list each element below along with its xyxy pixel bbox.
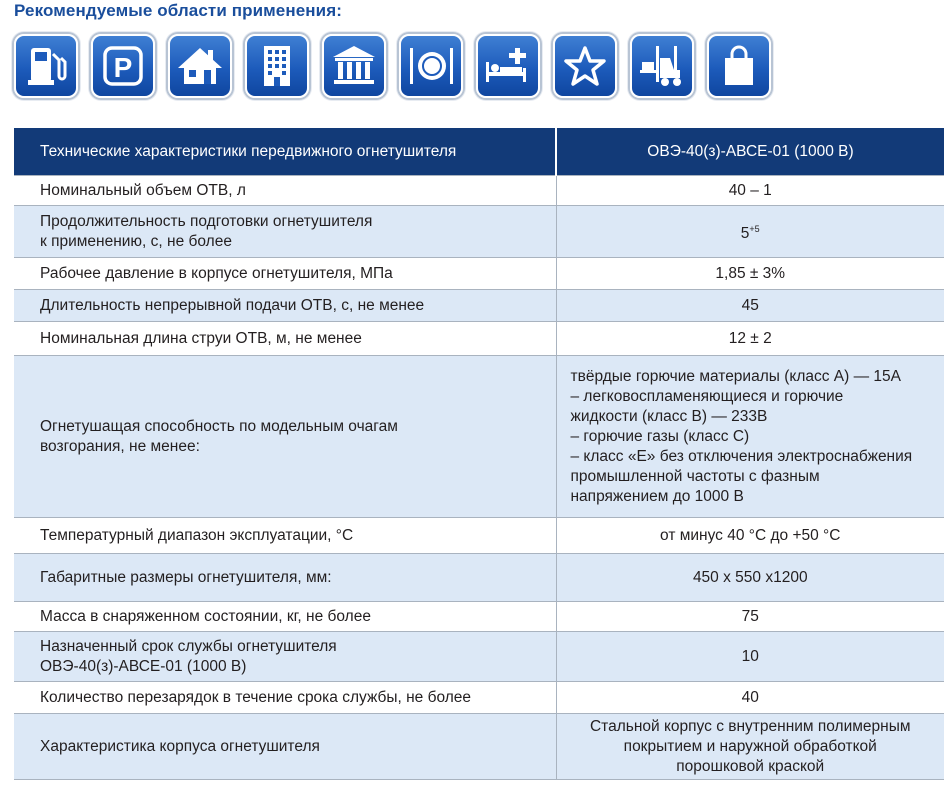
table-row xyxy=(14,554,944,602)
value-text: – класс «Е» без отключения электроснабжения xyxy=(570,447,913,465)
param-cell xyxy=(14,290,556,322)
table-row xyxy=(14,518,944,554)
section-heading: Рекомендуемые области применения: xyxy=(14,1,342,20)
table-row xyxy=(14,632,944,682)
value-text: 5 xyxy=(740,225,750,242)
param-cell xyxy=(14,206,556,258)
restaurant-icon xyxy=(399,34,463,98)
hospital-icon xyxy=(476,34,540,98)
table-row xyxy=(14,290,944,322)
param-cell xyxy=(14,322,556,356)
param-text: Продолжительность подготовки огнетушителя xyxy=(40,212,373,230)
table-row xyxy=(14,206,944,258)
param-text: Температурный диапазон эксплуатации, °С xyxy=(40,526,354,544)
value-cell xyxy=(556,206,944,258)
table-row xyxy=(14,258,944,290)
value-text: – легковоспламеняющиеся и горючие xyxy=(570,387,844,405)
value-text: 40 xyxy=(741,688,759,706)
value-text: 75 xyxy=(741,607,759,625)
value-text: жидкости (класс В) — 233В xyxy=(570,407,768,425)
header-model: ОВЭ-40(з)-АВСЕ-01 (1000 В) xyxy=(556,128,944,176)
table-row xyxy=(14,602,944,632)
param-text: Масса в снаряженном состоянии, кг, не более xyxy=(40,607,371,625)
table-row xyxy=(14,714,944,780)
value-cell xyxy=(556,632,944,682)
value-text: твёрдые горючие материалы (класс А) — 15А xyxy=(570,367,901,385)
param-cell xyxy=(14,602,556,632)
param-cell xyxy=(14,176,556,206)
shop-bag-icon xyxy=(707,34,771,98)
parking-icon xyxy=(91,34,155,98)
table-row xyxy=(14,356,944,518)
value-text: от минус 40 °С до +50 °С xyxy=(660,526,841,544)
parking-icon-glyph: P xyxy=(113,52,133,83)
value-text: напряжением до 1000 В xyxy=(570,487,744,505)
value-text: – горючие газы (класс С) xyxy=(570,427,750,445)
value-text: 45 xyxy=(741,296,759,314)
specifications-table xyxy=(14,128,944,780)
value-cell xyxy=(556,258,944,290)
value-text: 10 xyxy=(741,647,759,665)
param-text: Длительность непрерывной подачи ОТВ, с, не менее xyxy=(40,296,425,314)
param-text: ОВЭ-40(з)-АВСЕ-01 (1000 В) xyxy=(40,657,247,675)
param-cell xyxy=(14,714,556,780)
value-text: 450 х 550 х1200 xyxy=(692,568,808,586)
param-cell xyxy=(14,632,556,682)
value-superscript: +5 xyxy=(749,224,760,234)
table-row xyxy=(14,176,944,206)
hotel-star-icon xyxy=(553,34,617,98)
house-icon xyxy=(168,34,232,98)
value-cell xyxy=(556,554,944,602)
office-building-icon xyxy=(245,34,309,98)
value-cell xyxy=(556,714,944,780)
value-cell xyxy=(556,356,944,518)
value-text: покрытием и наружной обработкой xyxy=(623,737,877,755)
param-text: Номинальный объем ОТВ, л xyxy=(40,181,246,199)
table-row xyxy=(14,322,944,356)
museum-icon xyxy=(322,34,386,98)
param-text: Характеристика корпуса огнетушителя xyxy=(40,737,320,755)
table-row xyxy=(14,682,944,714)
param-text: Количество перезарядок в течение срока службы, не более xyxy=(40,688,472,706)
param-text: Номинальная длина струи ОТВ, м, не менее xyxy=(40,329,362,347)
param-text: Габаритные размеры огнетушителя, мм: xyxy=(40,568,332,586)
param-cell xyxy=(14,258,556,290)
value-text: Стальной корпус с внутренним полимерным xyxy=(589,717,911,735)
application-icons-row xyxy=(14,34,771,98)
fuel-station-icon xyxy=(14,34,78,98)
value-cell xyxy=(556,290,944,322)
param-cell xyxy=(14,518,556,554)
value-text: порошковой краской xyxy=(676,757,825,775)
header-param: Технические характеристики передвижного огнетушителя xyxy=(14,128,556,176)
param-text: Рабочее давление в корпусе огнетушителя, МПа xyxy=(40,264,393,282)
value-cell xyxy=(556,682,944,714)
param-text: к применению, с, не более xyxy=(40,232,232,250)
param-text: Огнетушащая способность по модельным очагам xyxy=(40,417,398,435)
value-cell xyxy=(556,322,944,356)
warehouse-forklift-icon xyxy=(630,34,694,98)
value-text: 40 – 1 xyxy=(728,181,772,199)
value-text: промышленной частоты с фазным xyxy=(570,467,820,485)
value-text: 1,85 ± 3% xyxy=(715,264,786,282)
param-text: возгорания, не менее: xyxy=(40,437,200,455)
param-cell xyxy=(14,554,556,602)
value-cell xyxy=(556,176,944,206)
value-cell xyxy=(556,602,944,632)
table-header-row xyxy=(14,128,944,176)
param-cell xyxy=(14,356,556,518)
value-cell xyxy=(556,518,944,554)
param-text: Назначенный срок службы огнетушителя xyxy=(40,637,337,655)
param-cell xyxy=(14,682,556,714)
value-text: 12 ± 2 xyxy=(728,329,772,347)
